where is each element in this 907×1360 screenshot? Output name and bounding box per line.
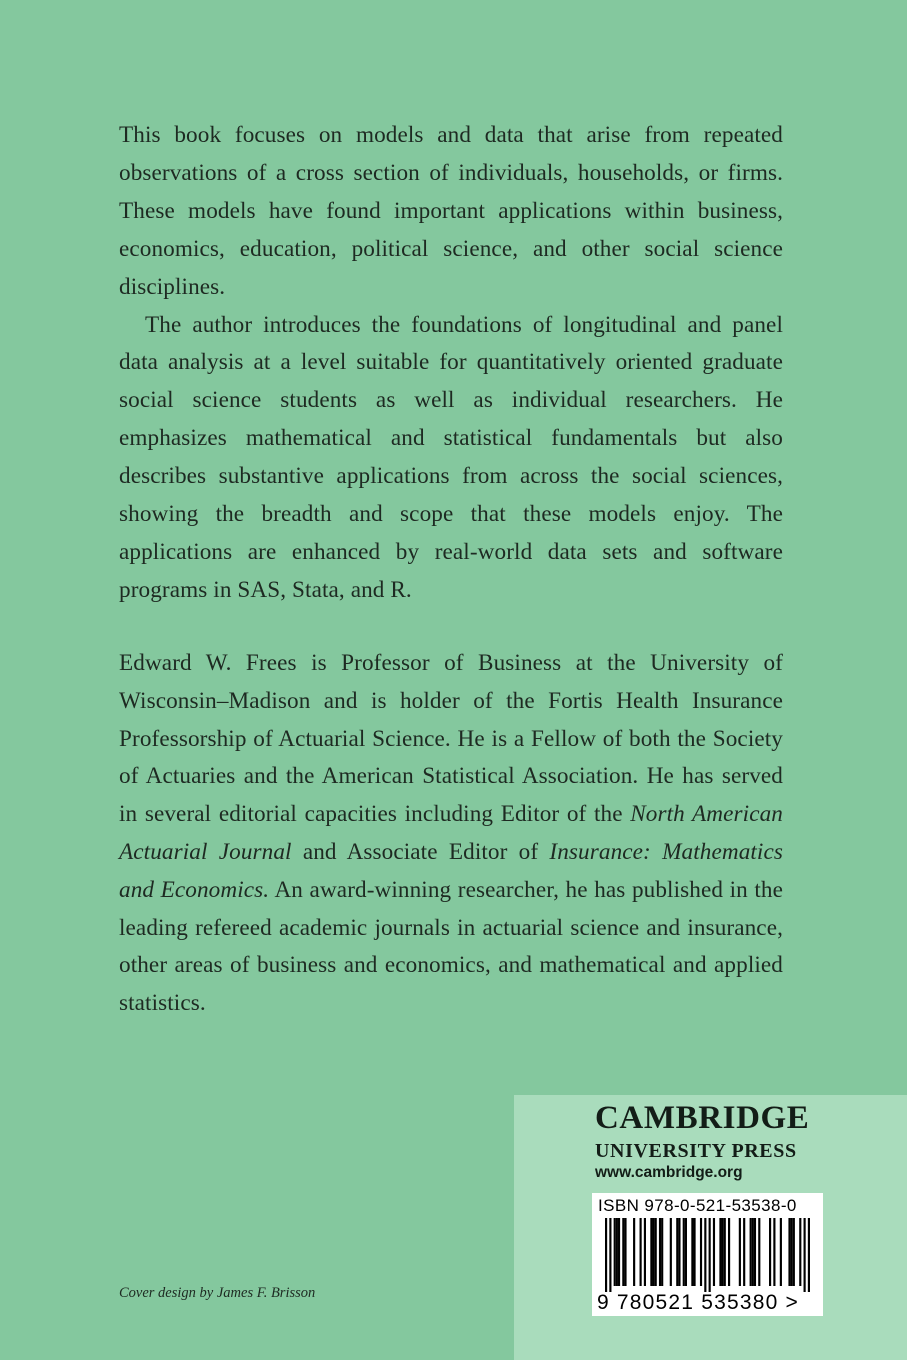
publisher-subtitle: UNIVERSITY PRESS xyxy=(595,1140,797,1162)
barcode-bar xyxy=(780,1218,782,1286)
barcode-bar xyxy=(622,1218,624,1286)
barcode-bar xyxy=(728,1218,730,1286)
author-bio-paragraph xyxy=(119,645,783,1023)
barcode-bar xyxy=(609,1218,611,1292)
bio-text-part-3: An award-winning researcher, he has published in the leading refereed academic journals in actuarial science and insurance, other areas of business and economics, and mathematical and applied statistics. xyxy=(119,876,784,1017)
barcode-bar xyxy=(793,1218,795,1286)
barcode-bar xyxy=(752,1218,754,1286)
barcode-bar xyxy=(750,1218,752,1286)
author-biography xyxy=(119,645,783,1023)
barcode-bar xyxy=(773,1218,775,1286)
barcode-bar xyxy=(713,1218,715,1286)
barcode-bar xyxy=(661,1218,663,1286)
publisher-url[interactable]: www.cambridge.org xyxy=(595,1164,743,1181)
barcode-bar xyxy=(704,1218,706,1292)
barcode-bar xyxy=(685,1218,687,1286)
barcode-bar xyxy=(791,1218,793,1286)
bio-text-part-1: Edward W. Frees is Professor of Business at the University of Wisconsin–Madison and is holder of the Fortis Health Insurance Professorship of Actuarial Science. He is a Fellow of both the Society of Actuaries and the American Statistical Association. He has served in several editorial capacities including Editor of the xyxy=(119,650,783,828)
barcode-bar xyxy=(743,1218,745,1286)
description-paragraph-2: The author introduces the foundations of longitudinal and panel data analysis at a level suitable for quantitatively oriented graduate social science students as well as individual researchers. He emphasizes mathematical and statistical fundamentals but also describes substantive applications from across the social sciences, showing the breadth and scope that these models enjoy. The applications are enhanced by real-world data sets and software programs in SAS, Stata, and R. xyxy=(119,311,783,603)
journal-title-2: Insurance: Mathematics and Economics. xyxy=(119,838,783,903)
barcode-bar xyxy=(724,1218,726,1286)
barcode-bar xyxy=(788,1218,790,1286)
publisher-name: CAMBRIDGE xyxy=(595,1100,810,1136)
book-description xyxy=(119,117,783,610)
description-paragraph-1: This book focuses on models and data that arise from repeated observations of a cross section of individuals, households, or firms. These models have found important applications within business, economics, education, political science, and other social science disciplines. xyxy=(119,122,783,300)
barcode-bar xyxy=(709,1218,711,1292)
barcode-bar xyxy=(739,1218,741,1286)
journal-title-1: North American Actuarial Journal xyxy=(119,801,783,865)
barcode-bar xyxy=(616,1218,618,1286)
barcode-bar xyxy=(719,1218,721,1286)
ean-digits: 9 780521 535380 > xyxy=(597,1291,799,1314)
barcode-bar xyxy=(678,1218,680,1286)
barcode-bar xyxy=(659,1218,661,1286)
barcode-bar xyxy=(691,1218,693,1286)
barcode-bar xyxy=(633,1218,635,1286)
barcode-bar xyxy=(624,1218,626,1286)
barcode-bar xyxy=(676,1218,678,1286)
barcode-bar xyxy=(655,1218,657,1286)
barcode-bar xyxy=(799,1218,801,1286)
barcode-bar xyxy=(618,1218,620,1286)
barcode-bar xyxy=(754,1218,756,1286)
barcode-bar xyxy=(758,1218,760,1286)
barcode-bar xyxy=(652,1218,654,1286)
cover-design-credit: Cover design by James F. Brisson xyxy=(119,1285,316,1301)
barcode-bar xyxy=(769,1218,771,1286)
barcode-bar xyxy=(605,1218,607,1292)
barcode-bar xyxy=(700,1218,702,1286)
barcode-bars xyxy=(605,1218,810,1292)
barcode-bar xyxy=(644,1218,646,1286)
barcode-bar xyxy=(804,1218,806,1292)
barcode-bar xyxy=(614,1218,616,1286)
isbn-label: ISBN 978-0-521-53538-0 xyxy=(598,1196,797,1215)
barcode-bar xyxy=(722,1218,724,1286)
barcode-bar xyxy=(640,1218,642,1286)
barcode-bar xyxy=(693,1218,695,1286)
bio-text-part-2: and Associate Editor of xyxy=(291,838,550,865)
barcode-bar xyxy=(650,1218,652,1286)
barcode-bar xyxy=(670,1218,672,1286)
barcode-bar xyxy=(808,1218,810,1292)
barcode-bar xyxy=(683,1218,685,1286)
